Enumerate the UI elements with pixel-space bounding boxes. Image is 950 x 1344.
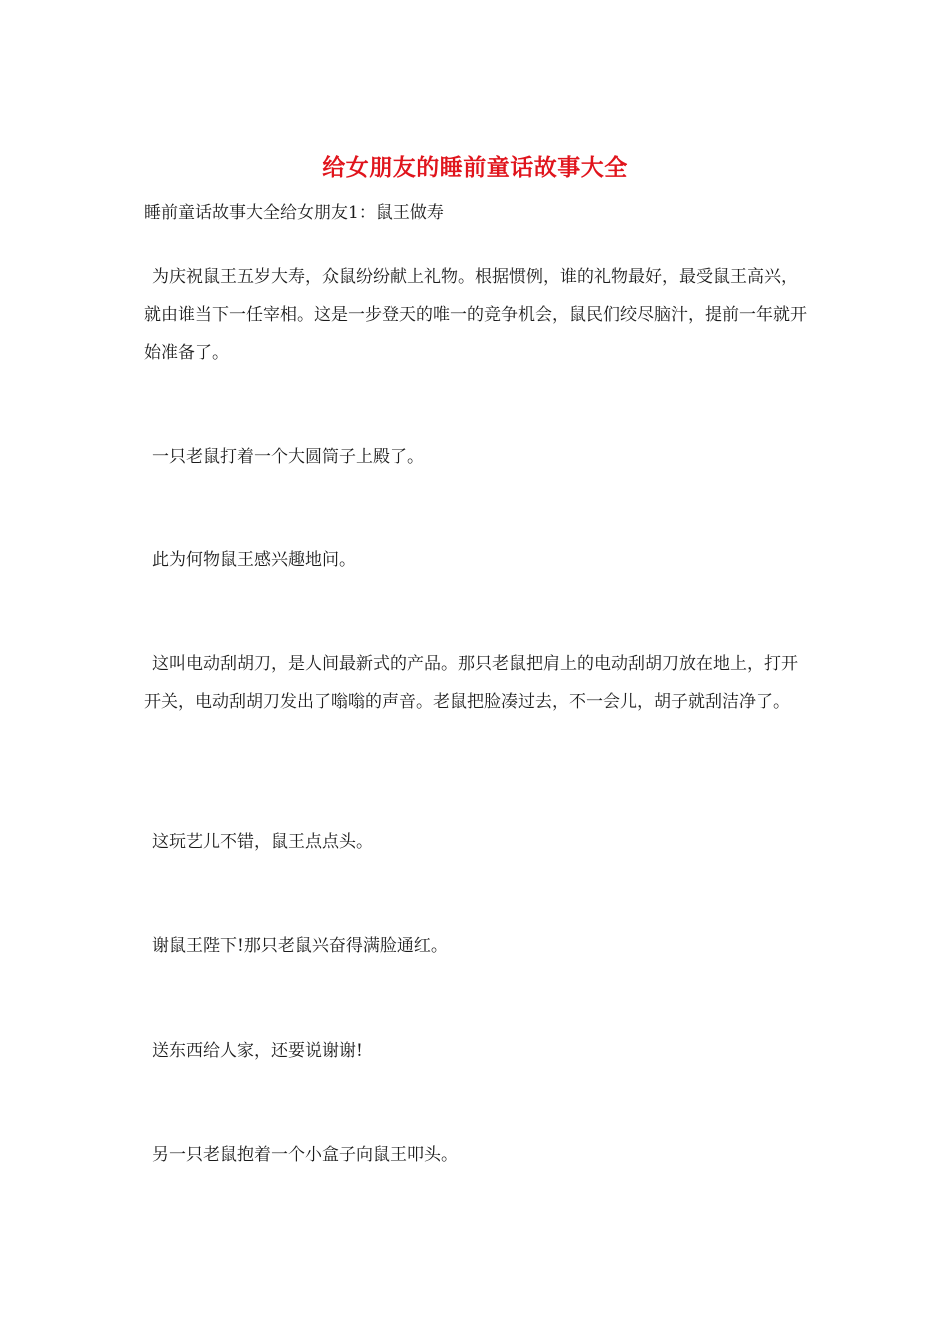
paragraph-1: 为庆祝鼠王五岁大寿，众鼠纷纷献上礼物。根据惯例，谁的礼物最好，最受鼠王高兴，就由谁当下一任宰相。这是一步登天的唯一的竞争机会，鼠民们绞尽脑汁，提前一年就开始准备了。 — [144, 267, 807, 363]
paragraph-3: 此为何物鼠王感兴趣地问。 — [152, 550, 356, 570]
document-title: 给女朋友的睡前童话故事大全 — [322, 154, 628, 181]
paragraph-4: 这叫电动刮胡刀，是人间最新式的产品。那只老鼠把肩上的电动刮胡刀放在地上，打开开关，电动刮胡刀发出了嗡嗡的声音。老鼠把脸凑过去，不一会儿，胡子就刮洁净了。 — [144, 654, 798, 712]
story-subtitle: 睡前童话故事大全给女朋友1：鼠王做寿 — [144, 203, 444, 223]
paragraph-6: 谢鼠王陛下!那只老鼠兴奋得满脸通红。 — [152, 936, 448, 956]
paragraph-7: 送东西给人家，还要说谢谢! — [152, 1041, 363, 1061]
paragraph-8: 另一只老鼠抱着一个小盒子向鼠王叩头。 — [152, 1145, 458, 1165]
paragraph-2: 一只老鼠打着一个大圆筒子上殿了。 — [152, 447, 424, 467]
paragraph-5: 这玩艺儿不错，鼠王点点头。 — [152, 832, 373, 852]
